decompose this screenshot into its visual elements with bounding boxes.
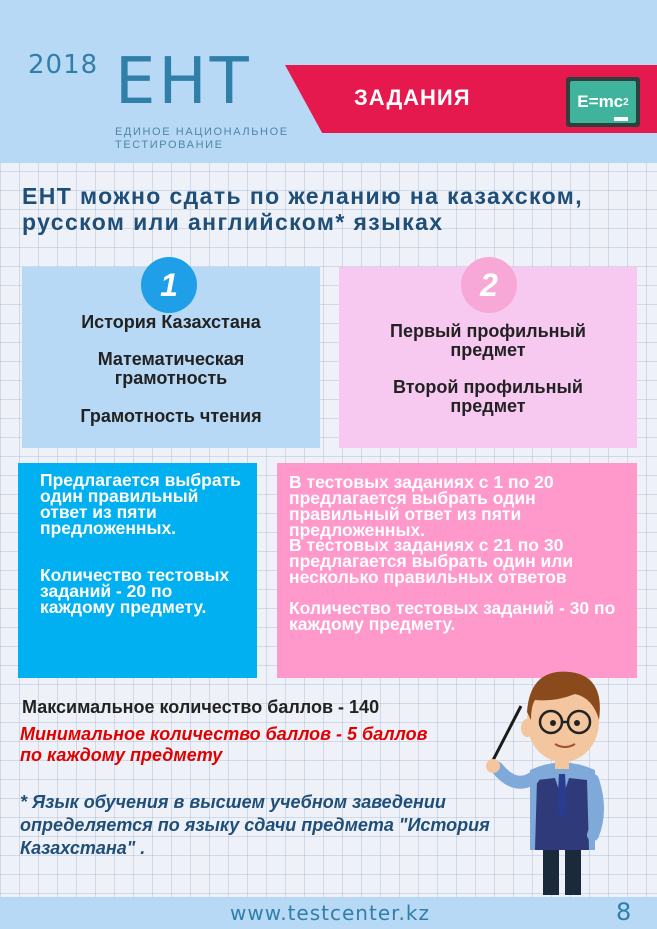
teacher-leg	[543, 845, 559, 895]
subject-item: Второй профильный предмет	[393, 377, 583, 416]
min-score-text: Минимальное количество баллов - 5 баллов по каждому предмету	[20, 724, 428, 765]
page-subtitle: ЕДИНОЕ НАЦИОНАЛЬНОЕ ТЕСТИРОВАНИЕ	[115, 126, 289, 151]
teacher-ear	[521, 719, 533, 737]
number-badge-1: 1	[141, 257, 197, 313]
year-label: 2018	[28, 50, 99, 80]
teacher-leg	[565, 845, 581, 895]
number-badge-2: 2	[461, 257, 517, 313]
page-number: 8	[616, 898, 632, 926]
page-title: ЕНТ	[115, 45, 252, 119]
teacher-arm	[593, 780, 598, 835]
teacher-illustration	[475, 650, 657, 900]
site-link[interactable]: www.testcenter.kz	[230, 901, 430, 925]
teacher-eye	[550, 720, 556, 726]
description-text: Количество тестовых заданий - 30 по каждому предмету.	[289, 598, 616, 634]
teacher-eye	[574, 720, 580, 726]
subject-item: Грамотность чтения	[80, 406, 262, 426]
chalk-icon	[614, 117, 628, 121]
language-note: * Язык обучения в высшем учебном заведении определяется по языку сдачи предмета "История Казахстана" .	[20, 792, 490, 858]
subject-item: История Казахстана	[81, 312, 261, 332]
banner-label: ЗАДАНИЯ	[354, 85, 471, 110]
description-text: Предлагается выбрать один правильный ответ из пяти предложенных.	[40, 470, 241, 538]
chalkboard-icon	[566, 77, 640, 127]
subject-item: Математическая грамотность	[97, 349, 245, 388]
description-text: Количество тестовых заданий - 20 по каждому предмету.	[40, 565, 230, 617]
pointer-stick	[489, 706, 521, 768]
subject-item: Первый профильный предмет	[390, 321, 586, 360]
formula-exponent: 2	[623, 96, 629, 108]
description-text: В тестовых заданиях с 1 по 20 предлагается выбрать один правильный ответ из пяти предложенных.	[289, 472, 554, 540]
max-score-text: Максимальное количество баллов - 140	[22, 697, 380, 717]
teacher-hand	[486, 759, 500, 773]
teacher-arm	[497, 768, 533, 782]
formula-text: E=mc	[577, 92, 624, 111]
description-text: В тестовых заданиях с 21 по 30 предлагается выбрать один или несколько правильных ответов	[289, 535, 574, 587]
headline: ЕНТ можно сдать по желанию на казахском, русском или английском* языках	[22, 183, 584, 235]
